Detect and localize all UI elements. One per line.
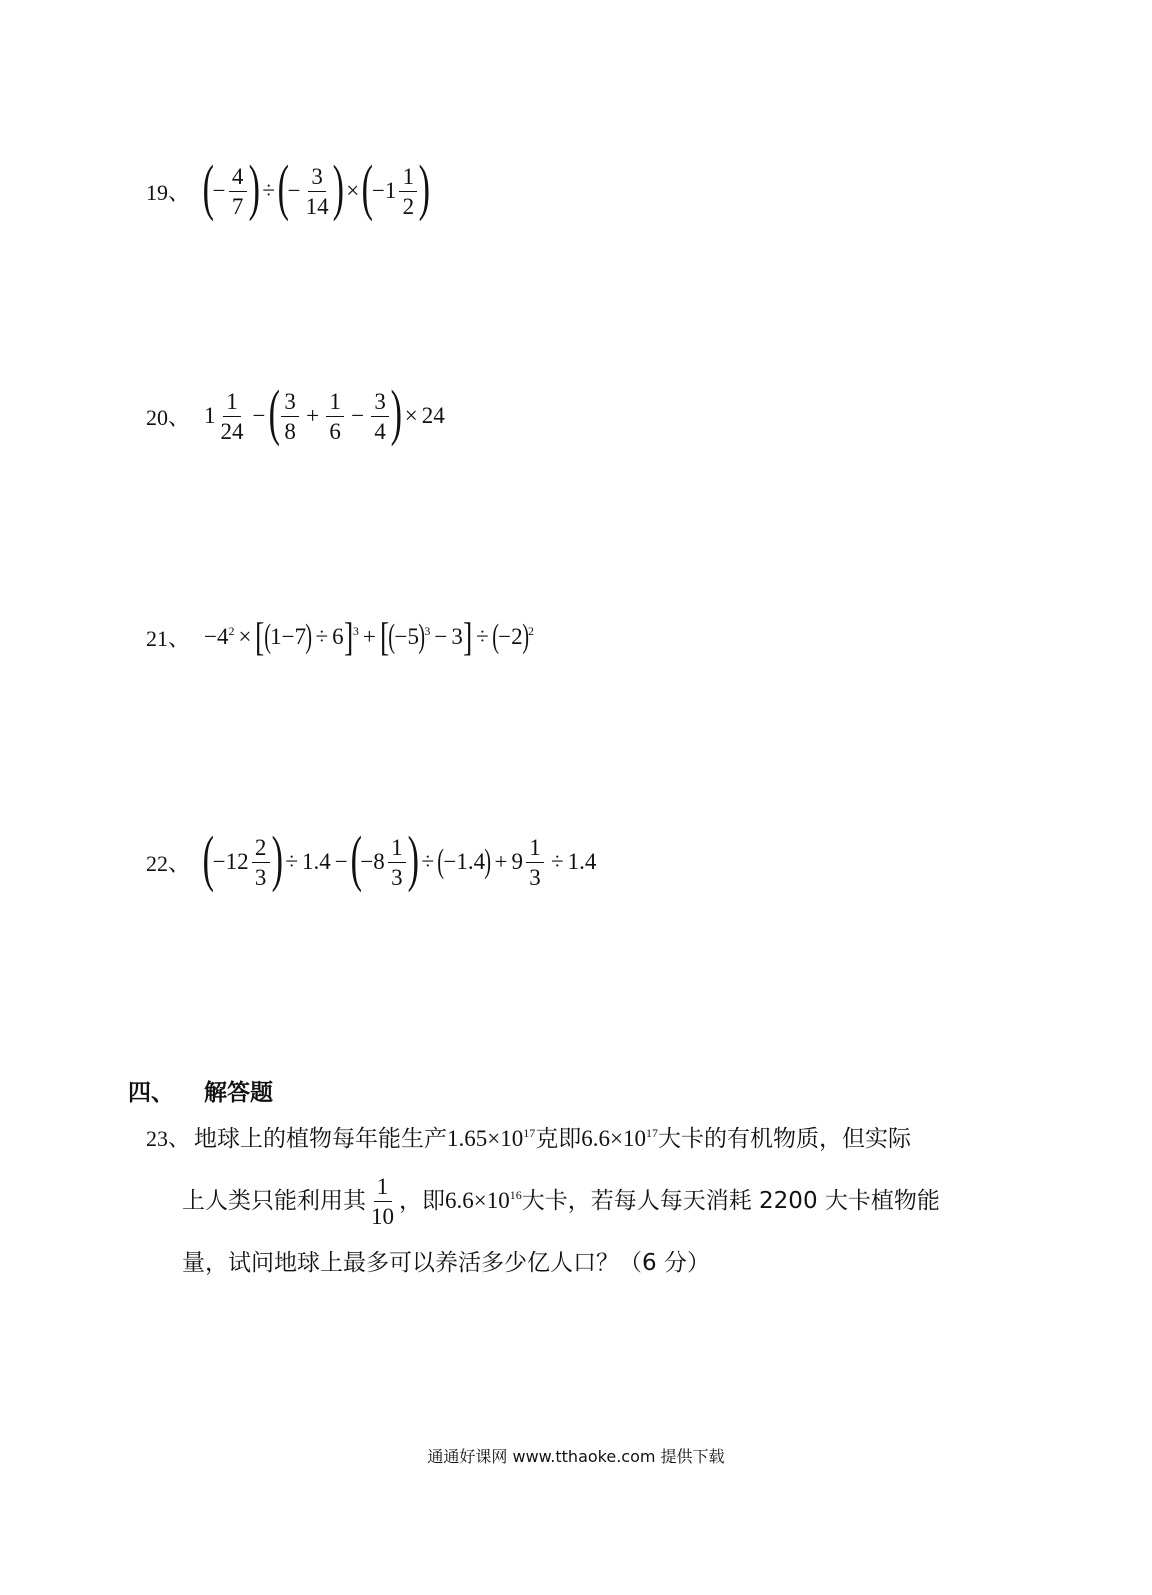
fraction: $\frac{2}{3}$: [252, 836, 270, 889]
question-22: 22、 ( −12 $\frac{2}{3}$ ) ÷ 1.4 − ( −8 $\frac{1}{3}$ ) ÷ ( −1.4 ) + 9 $\frac{1}{3}$ ÷ 1.4: [146, 825, 597, 893]
footer: 通通好课网 www.tthaoke.com 提供下载: [427, 1447, 725, 1466]
fraction: $\frac{3}{4}$: [371, 390, 389, 443]
q23-line-3: 量，试问地球上最多可以养活多少亿人口？（6 分）: [182, 1250, 710, 1276]
fraction: $\frac{1}{10}$: [371, 1173, 394, 1229]
q23-line-1: 23、 地球上的植物每年能生产 1.65×10 $^{17}$ 克即 6.6×10 $^{17}$ 大卡的有机物质，但实际: [146, 1126, 911, 1152]
fraction: $\frac{1}{24}$: [220, 388, 244, 444]
question-19: 19、 ( − $\frac{4}{7}$ ) ÷ ( − $\frac{3}{14}$ ) × ( − 1 $\frac{1}{2}$ ): [146, 154, 431, 222]
q23-line-2: 上人类只能利用其 $\frac{1}{10}$ ，即 6.6×10 $^{16}$ 大卡，若每人每天消耗 2200 大卡植物能: [182, 1173, 940, 1229]
fraction: $\frac{3}{8}$: [281, 390, 299, 443]
fraction: $\frac{1}{2}$: [399, 165, 417, 218]
section-heading: 四、 解答题: [128, 1080, 274, 1106]
question-number: 20、: [146, 404, 191, 430]
fraction: $\frac{4}{7}$: [229, 165, 247, 218]
fraction: $\frac{1}{3}$: [526, 836, 544, 889]
fraction: $\frac{1}{3}$: [388, 836, 406, 889]
question-number: 19、: [146, 179, 191, 205]
question-20: 20、 1 $\frac{1}{24}$ − ( $\frac{3}{8}$ + $\frac{1}{6}$ − $\frac{3}{4}$ ) × 24: [146, 379, 445, 447]
question-number: 22、: [146, 850, 191, 876]
question-23: [146, 1108, 1006, 1294]
question-number: 21、: [146, 625, 191, 651]
question-21: 21、 −4 $^2$ × [ ( 1−7 ) ÷ 6 ] $^3$ + [ ( −5 ) $^3$ − 3 ] ÷ ( −2 ) $^2$: [146, 614, 534, 659]
fraction: $\frac{3}{14}$: [305, 163, 329, 219]
fraction: $\frac{1}{6}$: [326, 390, 344, 443]
